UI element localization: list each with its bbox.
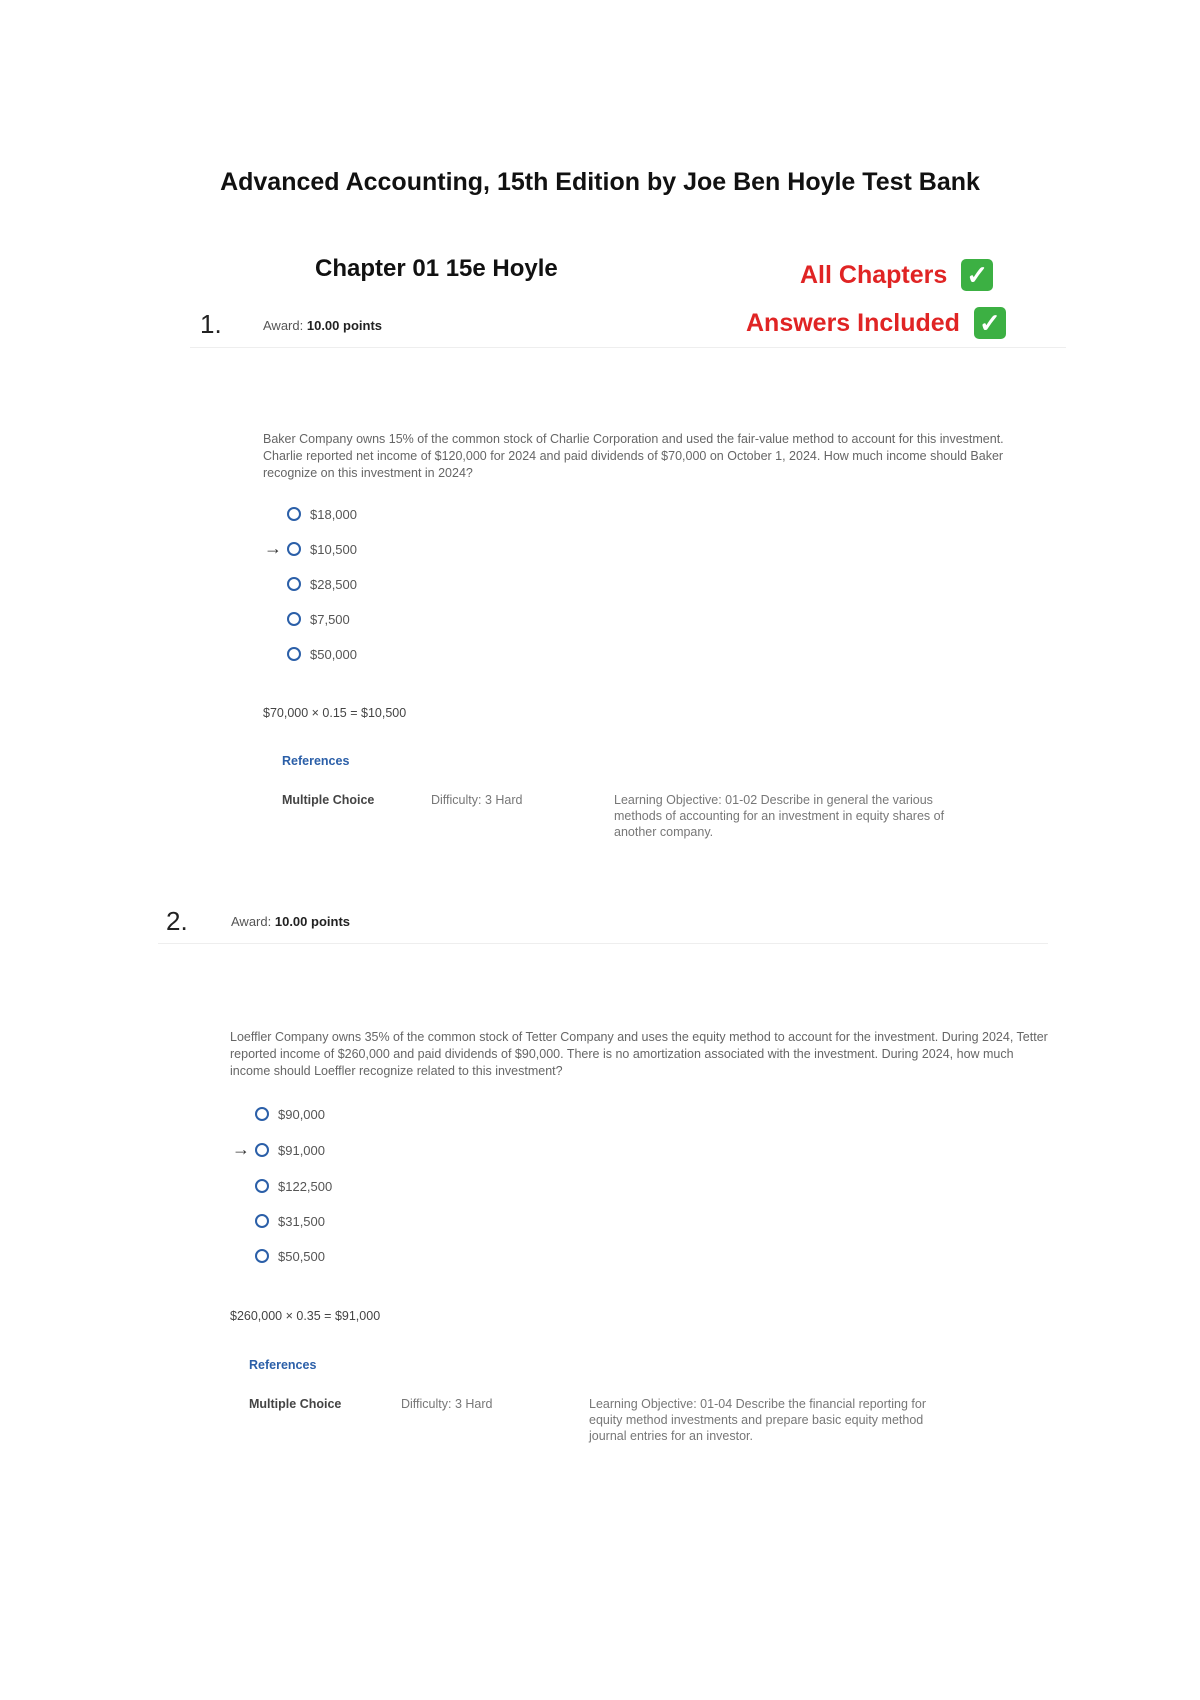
answer-option[interactable] [255, 1139, 325, 1161]
learning-objective: Learning Objective: 01-04 Describe the financial reporting for equity method investments and prepare basic equity method journal entries for an investor. [589, 1397, 926, 1443]
radio-button-icon[interactable] [255, 1179, 269, 1193]
answer-option[interactable] [255, 1245, 325, 1267]
question-number: 1. [200, 309, 222, 339]
answer-option[interactable] [287, 503, 357, 525]
answer-option-label: $91,000 [278, 1142, 325, 1158]
solution-calculation: $260,000 × 0.35 = $91,000 [230, 1309, 381, 1323]
radio-button-icon[interactable] [287, 542, 301, 556]
award-points [263, 318, 382, 333]
award-points [231, 914, 350, 929]
radio-button-icon[interactable] [287, 647, 301, 661]
answer-option[interactable] [255, 1175, 332, 1197]
question-number: 2. [166, 906, 188, 936]
radio-button-icon[interactable] [255, 1107, 269, 1121]
answer-option-label: $7,500 [310, 611, 350, 627]
document-title: Advanced Accounting, 15th Edition by Joe Ben Hoyle Test Bank [220, 168, 980, 196]
question-type: Multiple Choice [282, 793, 375, 807]
answer-option-label: $90,000 [278, 1106, 325, 1122]
correct-answer-arrow-icon: → [232, 1139, 250, 1159]
answer-option-label: $122,500 [278, 1178, 333, 1194]
answer-option[interactable] [287, 538, 357, 560]
promo-all-chapters-label: All Chapters [800, 260, 948, 289]
answer-option-label: $28,500 [310, 576, 357, 592]
radio-button-icon[interactable] [255, 1214, 269, 1228]
question-divider [158, 943, 1048, 944]
solution-calculation: $70,000 × 0.15 = $10,500 [263, 706, 407, 720]
promo-all-chapters [800, 259, 993, 291]
answer-option[interactable] [287, 608, 350, 630]
chapter-title: Chapter 01 15e Hoyle [315, 255, 558, 282]
references-link[interactable]: References [249, 1358, 317, 1372]
radio-button-icon[interactable] [287, 577, 301, 591]
radio-button-icon[interactable] [255, 1143, 269, 1157]
answer-option-label: $31,500 [278, 1213, 325, 1229]
difficulty-label: Difficulty: 3 Hard [431, 793, 523, 807]
answer-option[interactable] [255, 1103, 325, 1125]
promo-answers-included [746, 307, 1006, 339]
award-label: Award: [263, 318, 304, 333]
answer-option[interactable] [255, 1210, 325, 1232]
answer-option-label: $50,000 [310, 646, 357, 662]
answer-option[interactable] [287, 643, 357, 665]
answer-option-label: $50,500 [278, 1248, 325, 1264]
award-value: 10.00 points [306, 318, 382, 333]
answer-option-label: $10,500 [310, 541, 357, 557]
promo-answers-included-label: Answers Included [746, 308, 960, 337]
check-mark-icon: ✓ [974, 307, 1006, 339]
correct-answer-arrow-icon: → [264, 538, 282, 558]
answer-option[interactable] [287, 573, 357, 595]
radio-button-icon[interactable] [287, 507, 301, 521]
learning-objective: Learning Objective: 01-02 Describe in general the various methods of accounting for an investment in equity shares of another company. [614, 793, 945, 839]
radio-button-icon[interactable] [287, 612, 301, 626]
question-divider [190, 347, 1066, 348]
difficulty-label: Difficulty: 3 Hard [401, 1397, 493, 1411]
answer-option-label: $18,000 [310, 506, 357, 522]
question-text: Loeffler Company owns 35% of the common stock of Tetter Company and uses the equity method to account for the investment. During 2024, Tetter reported income of $260,000 and paid dividends of $90,000. There is no amortization associated with the investment. During 2024, how much income should Loeffler recognize related to this investment? [230, 1030, 1048, 1078]
radio-button-icon[interactable] [255, 1249, 269, 1263]
question-type: Multiple Choice [249, 1397, 342, 1411]
award-value: 10.00 points [274, 914, 350, 929]
award-label: Award: [231, 914, 272, 929]
references-link[interactable]: References [282, 754, 350, 768]
question-text: Baker Company owns 15% of the common stock of Charlie Corporation and used the fair-value method to account for this investment. Charlie reported net income of $120,000 for 2024 and paid dividends of $70,000 on October 1, 2024. How much income should Baker recognize on this investment in 2024? [263, 432, 1004, 480]
check-mark-icon: ✓ [961, 259, 993, 291]
